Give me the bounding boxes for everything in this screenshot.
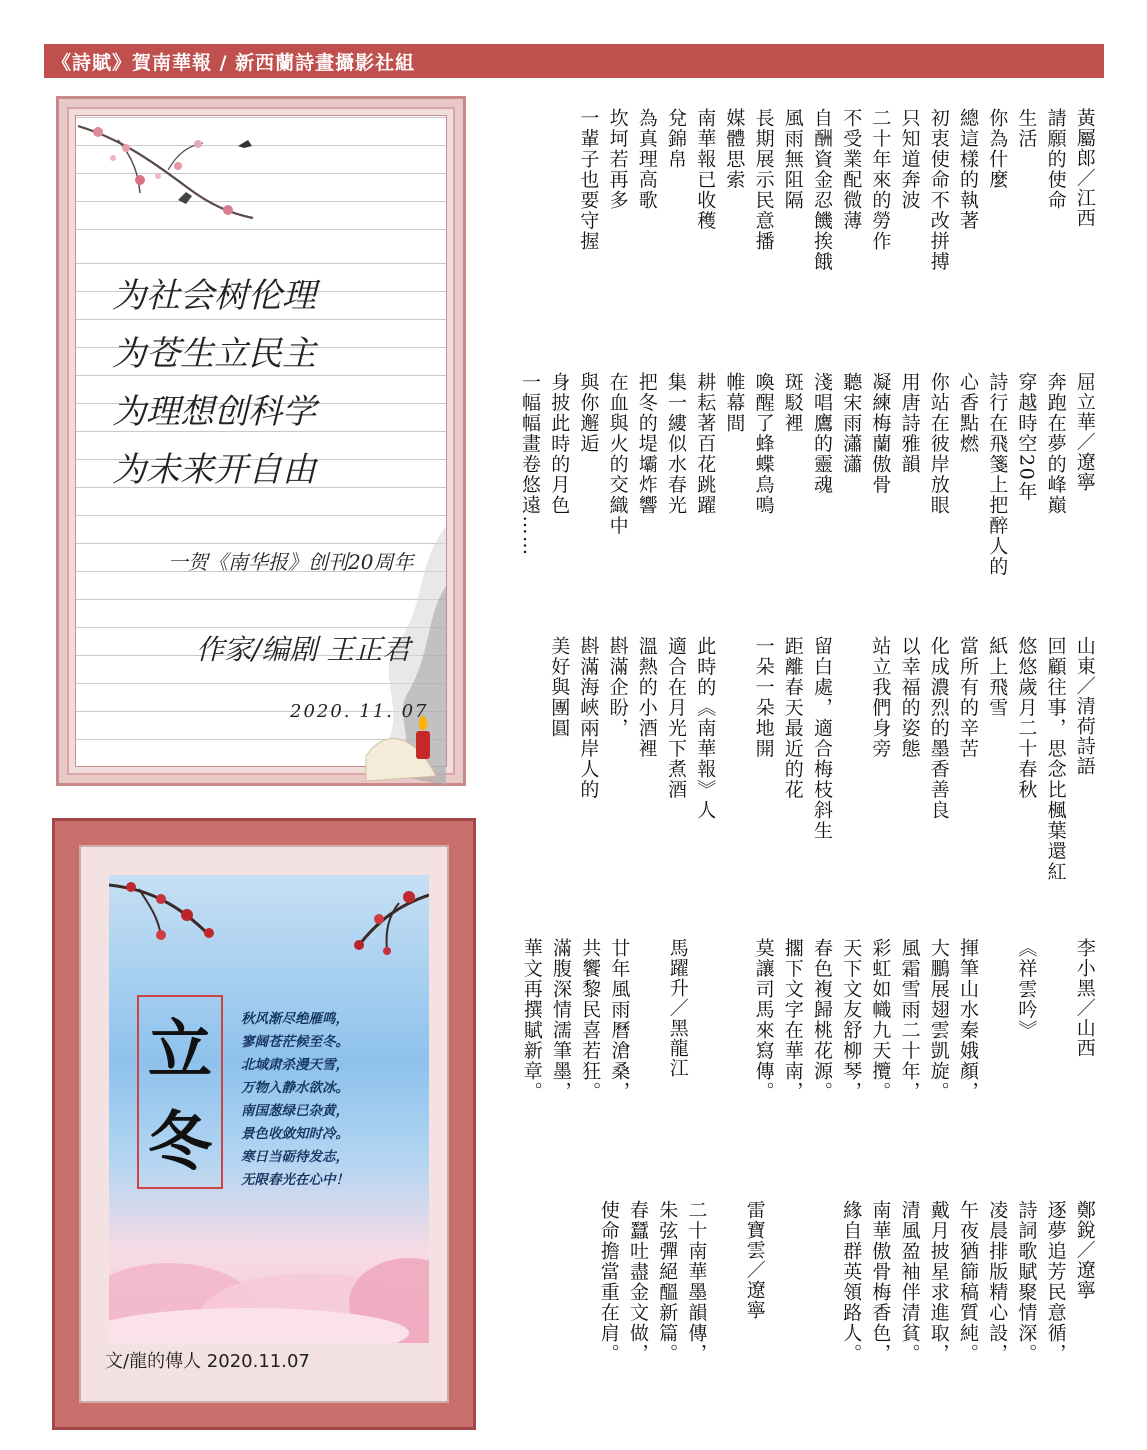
painting-line: 万物入静水欲冰。 [241,1080,349,1096]
handwriting-line: 为社会树伦理 [112,276,316,316]
painting-line: 秋风渐尽绝雁鸣， [241,1011,349,1027]
painting-line: 无限春光在心中！ [241,1172,349,1188]
poem-line: 逐夢追芳民意循， [1044,1200,1067,1364]
handwriting-line: 为未来开自由 [112,450,316,490]
painting-line: 寥阔苍茫候至冬。 [241,1034,349,1050]
poem-line: 以幸福的姿態 [898,636,921,759]
painting-frame [52,818,476,1430]
painting-line: 北域肃杀漫天雪， [241,1057,349,1073]
plum-blossom-branch [78,118,278,238]
handwriting-mat [67,107,455,775]
poem-line: 坎坷若再多 [606,108,629,211]
poem-line: 戴月披星求進取， [927,1200,950,1364]
painting-line: 南国葱绿已杂黄， [241,1103,349,1119]
poem-line: 斟滿企盼， [606,636,629,739]
poem-line: 午夜猶篩稿質純。 [957,1200,979,1364]
poem-line: 斟滿海峽兩岸人的 [577,636,600,800]
poem-line: 身披此時的月色 [548,372,571,516]
poem-line: 自酬資金忍饑挨餓 [811,108,833,272]
handwriting-line: 为苍生立民主 [112,334,316,374]
poem-author: 李小黑／山西 [1073,938,1096,1058]
poem-line: 詩行在飛箋上把醉人的 [986,372,1009,577]
poem-line: 滿腹深情濡筆墨， [550,938,572,1102]
poem-line: 穿越時空20年 [1015,372,1038,502]
poem-line: 一輩子也要守握 [577,108,600,252]
poem-line: 華文再撰賦新章。 [520,938,543,1102]
poem-line: 留白處，適合梅枝斜生 [811,636,833,841]
poem-line: 你為什麼 [986,108,1009,190]
poem-line: 距離春天最近的花 [781,636,804,800]
poem-line: 生活 [1015,108,1038,149]
poem-line: 揮筆山水秦娥顏， [957,938,979,1102]
poem-author: 山東／清荷詩語 [1073,636,1096,776]
poem-line: 長期展示民意播 [752,108,775,252]
poem-line: 站立我們身旁 [869,636,892,759]
poem-line: 《祥雲吟》 [1015,938,1038,1041]
poem-line: 大鵬展翅雲凱旋。 [927,938,950,1102]
poem-line: 溫熱的小酒裡 [635,636,658,759]
poem-line: 二十南華墨韻傳， [685,1200,708,1364]
title-char: 冬 [148,1105,212,1180]
poem-line: 南華傲骨梅香色， [869,1200,892,1364]
poem-line: 詩詞歌賦聚情深。 [1015,1200,1038,1364]
poem-line: 莫讓司馬來寫傳。 [752,938,775,1102]
poem-line: 擱下文字在華南， [781,938,804,1102]
poem-line: 共饗黎民喜若狂。 [579,938,602,1102]
poem-line: 耕耘著百花跳躍 [694,372,717,516]
painting-line: 景色收敛知时冷。 [241,1126,349,1142]
poem-line: 彩虹如幟九天攬。 [869,938,892,1102]
header-title: 《詩賦》賀南華報 / 新西蘭詩畫攝影社組 [52,52,416,74]
painting-line: 寒日当砺待发志， [241,1149,349,1165]
poem-line: 回顧往事，思念比楓葉還紅 [1044,636,1067,882]
poem-line: 只知道奔波 [898,108,921,211]
poem-line: 緣自群英領路人。 [840,1200,863,1364]
poem-line: 請願的使命 [1044,108,1067,211]
header-bar [44,44,1104,78]
handwriting-paper [75,115,447,767]
title-char: 立 [148,1013,212,1088]
candle-icon [416,731,430,759]
poem-line: 斑駁裡 [781,372,804,434]
poem-line: 悠悠歲月二十春秋 [1015,636,1038,800]
poem-line: 此時的《南華報》人 [694,636,717,821]
handwriting-line: 为理想创科学 [112,392,316,432]
poem-line: 把冬的堤壩炸響 [635,372,658,516]
poem-line: 喚醒了蜂蝶鳥鳴 [752,372,775,516]
poem-line: 奔跑在夢的峰巔 [1044,372,1067,516]
poem-line: 帷幕間 [723,372,746,434]
painting-mat [79,845,449,1403]
poem-line: 使命擔當重在肩。 [597,1200,620,1364]
poem-line: 一朵一朵地開 [752,636,775,759]
handwriting-dedication: 一贺《南华报》创刊20周年 [168,550,414,574]
painting-art [109,875,429,1343]
poem-line: 春蠶吐盡金文做， [627,1200,649,1364]
poem-line: 與你邂逅 [577,372,600,454]
poem-line: 你站在彼岸放眼 [927,372,950,516]
poem-line: 初衷使命不改拼搏 [927,108,950,272]
poem-line: 風雨無阻隔 [781,108,804,211]
poem-line: 南華報已收穫 [694,108,717,231]
poem-line: 集一縷似水春光 [665,372,687,516]
poem-line: 用唐詩雅韻 [898,372,921,475]
poem-line: 淺唱鷹的靈魂 [811,372,833,495]
poem-line: 為真理高歌 [635,108,658,211]
blossom-trees [109,1223,429,1343]
poem-line: 總這樣的執著 [957,108,979,231]
title-box [137,995,223,1189]
poem-line: 廿年風雨曆滄桑， [608,938,631,1102]
poem-line: 紙上飛雪 [986,636,1009,718]
poem-author: 屈立華／遼寧 [1073,372,1096,492]
poem-line: 不受業配微薄 [840,108,863,231]
poem-line: 在血與火的交織中 [606,372,629,536]
handwriting-author: 作家/编剧 王正君 [196,633,411,666]
poem-line: 心香點燃 [957,372,979,454]
poem-line: 化成濃烈的墨香善良 [927,636,950,821]
poem-line: 天下文友舒柳琴， [840,938,863,1102]
poem-line: 一幅幅畫卷悠遠…… [519,372,541,557]
poem-line: 兌錦帛 [665,108,687,170]
painting-signature: 文/龍的傳人 2020.11.07 [105,1351,310,1372]
poem-author: 鄭銳／遼寧 [1073,1200,1096,1300]
poem-line: 媒體思索 [723,108,746,190]
poem-line: 適合在月光下煮酒 [665,636,687,800]
poem-line: 清風盈袖伴清貧。 [898,1200,921,1364]
poem-line: 二十年來的勞作 [869,108,892,252]
poem-line: 風霜雪雨二十年， [898,938,921,1102]
poem-line: 當所有的辛苦 [957,636,979,759]
plum-branch-top [109,875,429,985]
poem-line: 凝練梅蘭傲骨 [869,372,892,495]
handwriting-date: 2020. 11. 07 [290,701,429,722]
poem-author: 黃屬郎／江西 [1073,108,1096,228]
poem-author: 雷寶雲／遼寧 [743,1200,766,1320]
handwriting-frame [56,96,466,786]
poem-line: 朱弦彈絕醞新篇。 [656,1200,679,1364]
poem-author: 馬躍升／黑龍江 [666,938,689,1078]
poem-line: 春色複歸桃花源。 [811,938,833,1102]
poem-line: 凌晨排版精心設， [986,1200,1009,1364]
poem-line: 聽宋雨瀟瀟 [840,372,863,475]
poem-line: 美好與團圓 [548,636,571,739]
